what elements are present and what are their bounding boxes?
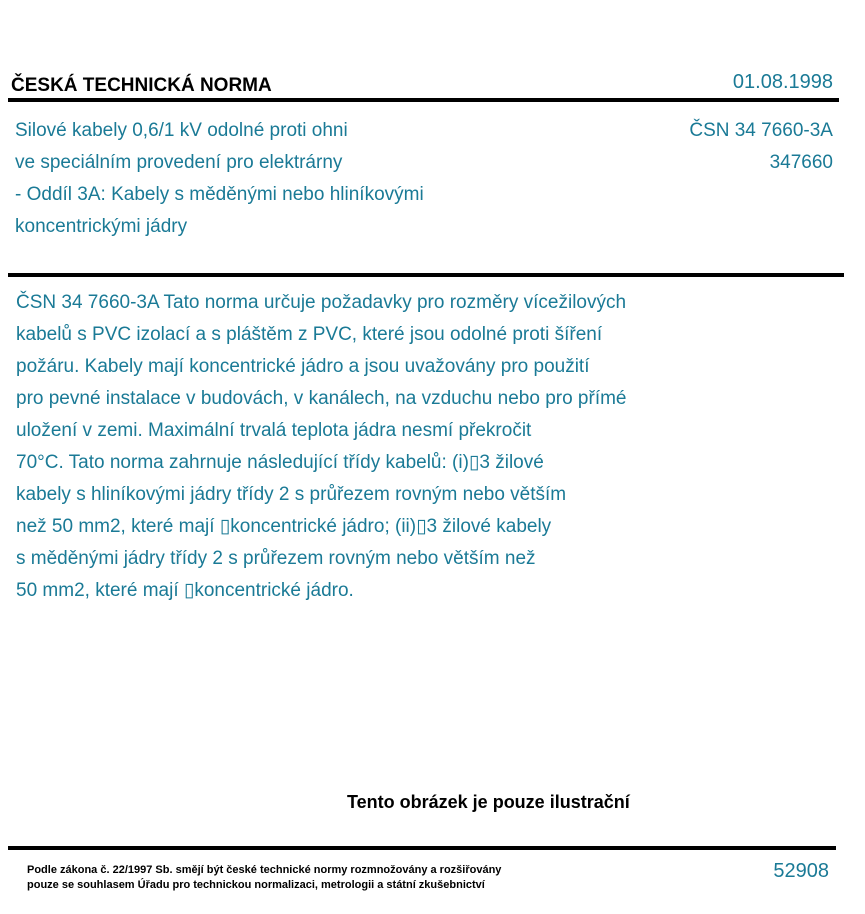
header-divider: [8, 98, 839, 102]
footer-legal-notice: [27, 863, 501, 893]
title-line: ve speciálním provedení pro elektrárny: [15, 152, 343, 173]
abstract-line: s měděnými jádry třídy 2 s průřezem rovným nebo větším než: [16, 548, 536, 569]
abstract-line: 70°C. Tato norma zahrnuje následující třídy kabelů: (i)▯3 žilové: [16, 452, 544, 473]
abstract: [16, 287, 736, 607]
footer-legal-line: pouze se souhlasem Úřadu pro technickou normalizaci, metrologii a státní zkušebnictví: [27, 879, 485, 891]
abstract-line: ČSN 34 7660-3A Tato norma určuje požadavky pro rozměry vícežilových: [16, 292, 627, 313]
footer-number: 52908: [773, 860, 829, 882]
footer-legal-line: Podle zákona č. 22/1997 Sb. smějí být české technické normy rozmnožovány a rozšiřovány: [27, 864, 502, 876]
abstract-line: uložení v zemi. Maximální trvalá teplota jádra nesmí překročit: [16, 420, 532, 441]
abstract-line: 50 mm2, které mají ▯koncentrické jádro.: [16, 580, 354, 601]
title-line: Silové kabely 0,6/1 kV odolné proti ohni: [15, 120, 348, 141]
illustrative-note: Tento obrázek je pouze ilustrační: [347, 792, 630, 812]
standard-code: ČSN 34 7660-3A: [689, 120, 833, 141]
abstract-line: kabelů s PVC izolací a s pláštěm z PVC, které jsou odolné proti šíření: [16, 324, 603, 345]
abstract-line: pro pevné instalace v budovách, v kanálech, na vzduchu nebo pro přímé: [16, 388, 627, 409]
title-line: - Oddíl 3A: Kabely s měděnými nebo hliníkovými: [15, 184, 424, 205]
footer-divider: [8, 846, 836, 850]
abstract-line: požáru. Kabely mají koncentrické jádro a jsou uvažovány pro použití: [16, 356, 590, 377]
section-divider: [8, 273, 844, 277]
header-title: ČESKÁ TECHNICKÁ NORMA: [11, 75, 272, 96]
document-title: [15, 115, 575, 243]
header-date: 01.08.1998: [732, 71, 833, 93]
abstract-line: kabely s hliníkovými jádry třídy 2 s průřezem rovným nebo větším: [16, 484, 567, 505]
abstract-line: než 50 mm2, které mají ▯koncentrické jádro; (ii)▯3 žilové kabely: [16, 516, 552, 537]
document-identifiers: [689, 115, 833, 179]
title-line: koncentrickými jádry: [15, 216, 188, 237]
class-number: 347660: [769, 152, 833, 173]
